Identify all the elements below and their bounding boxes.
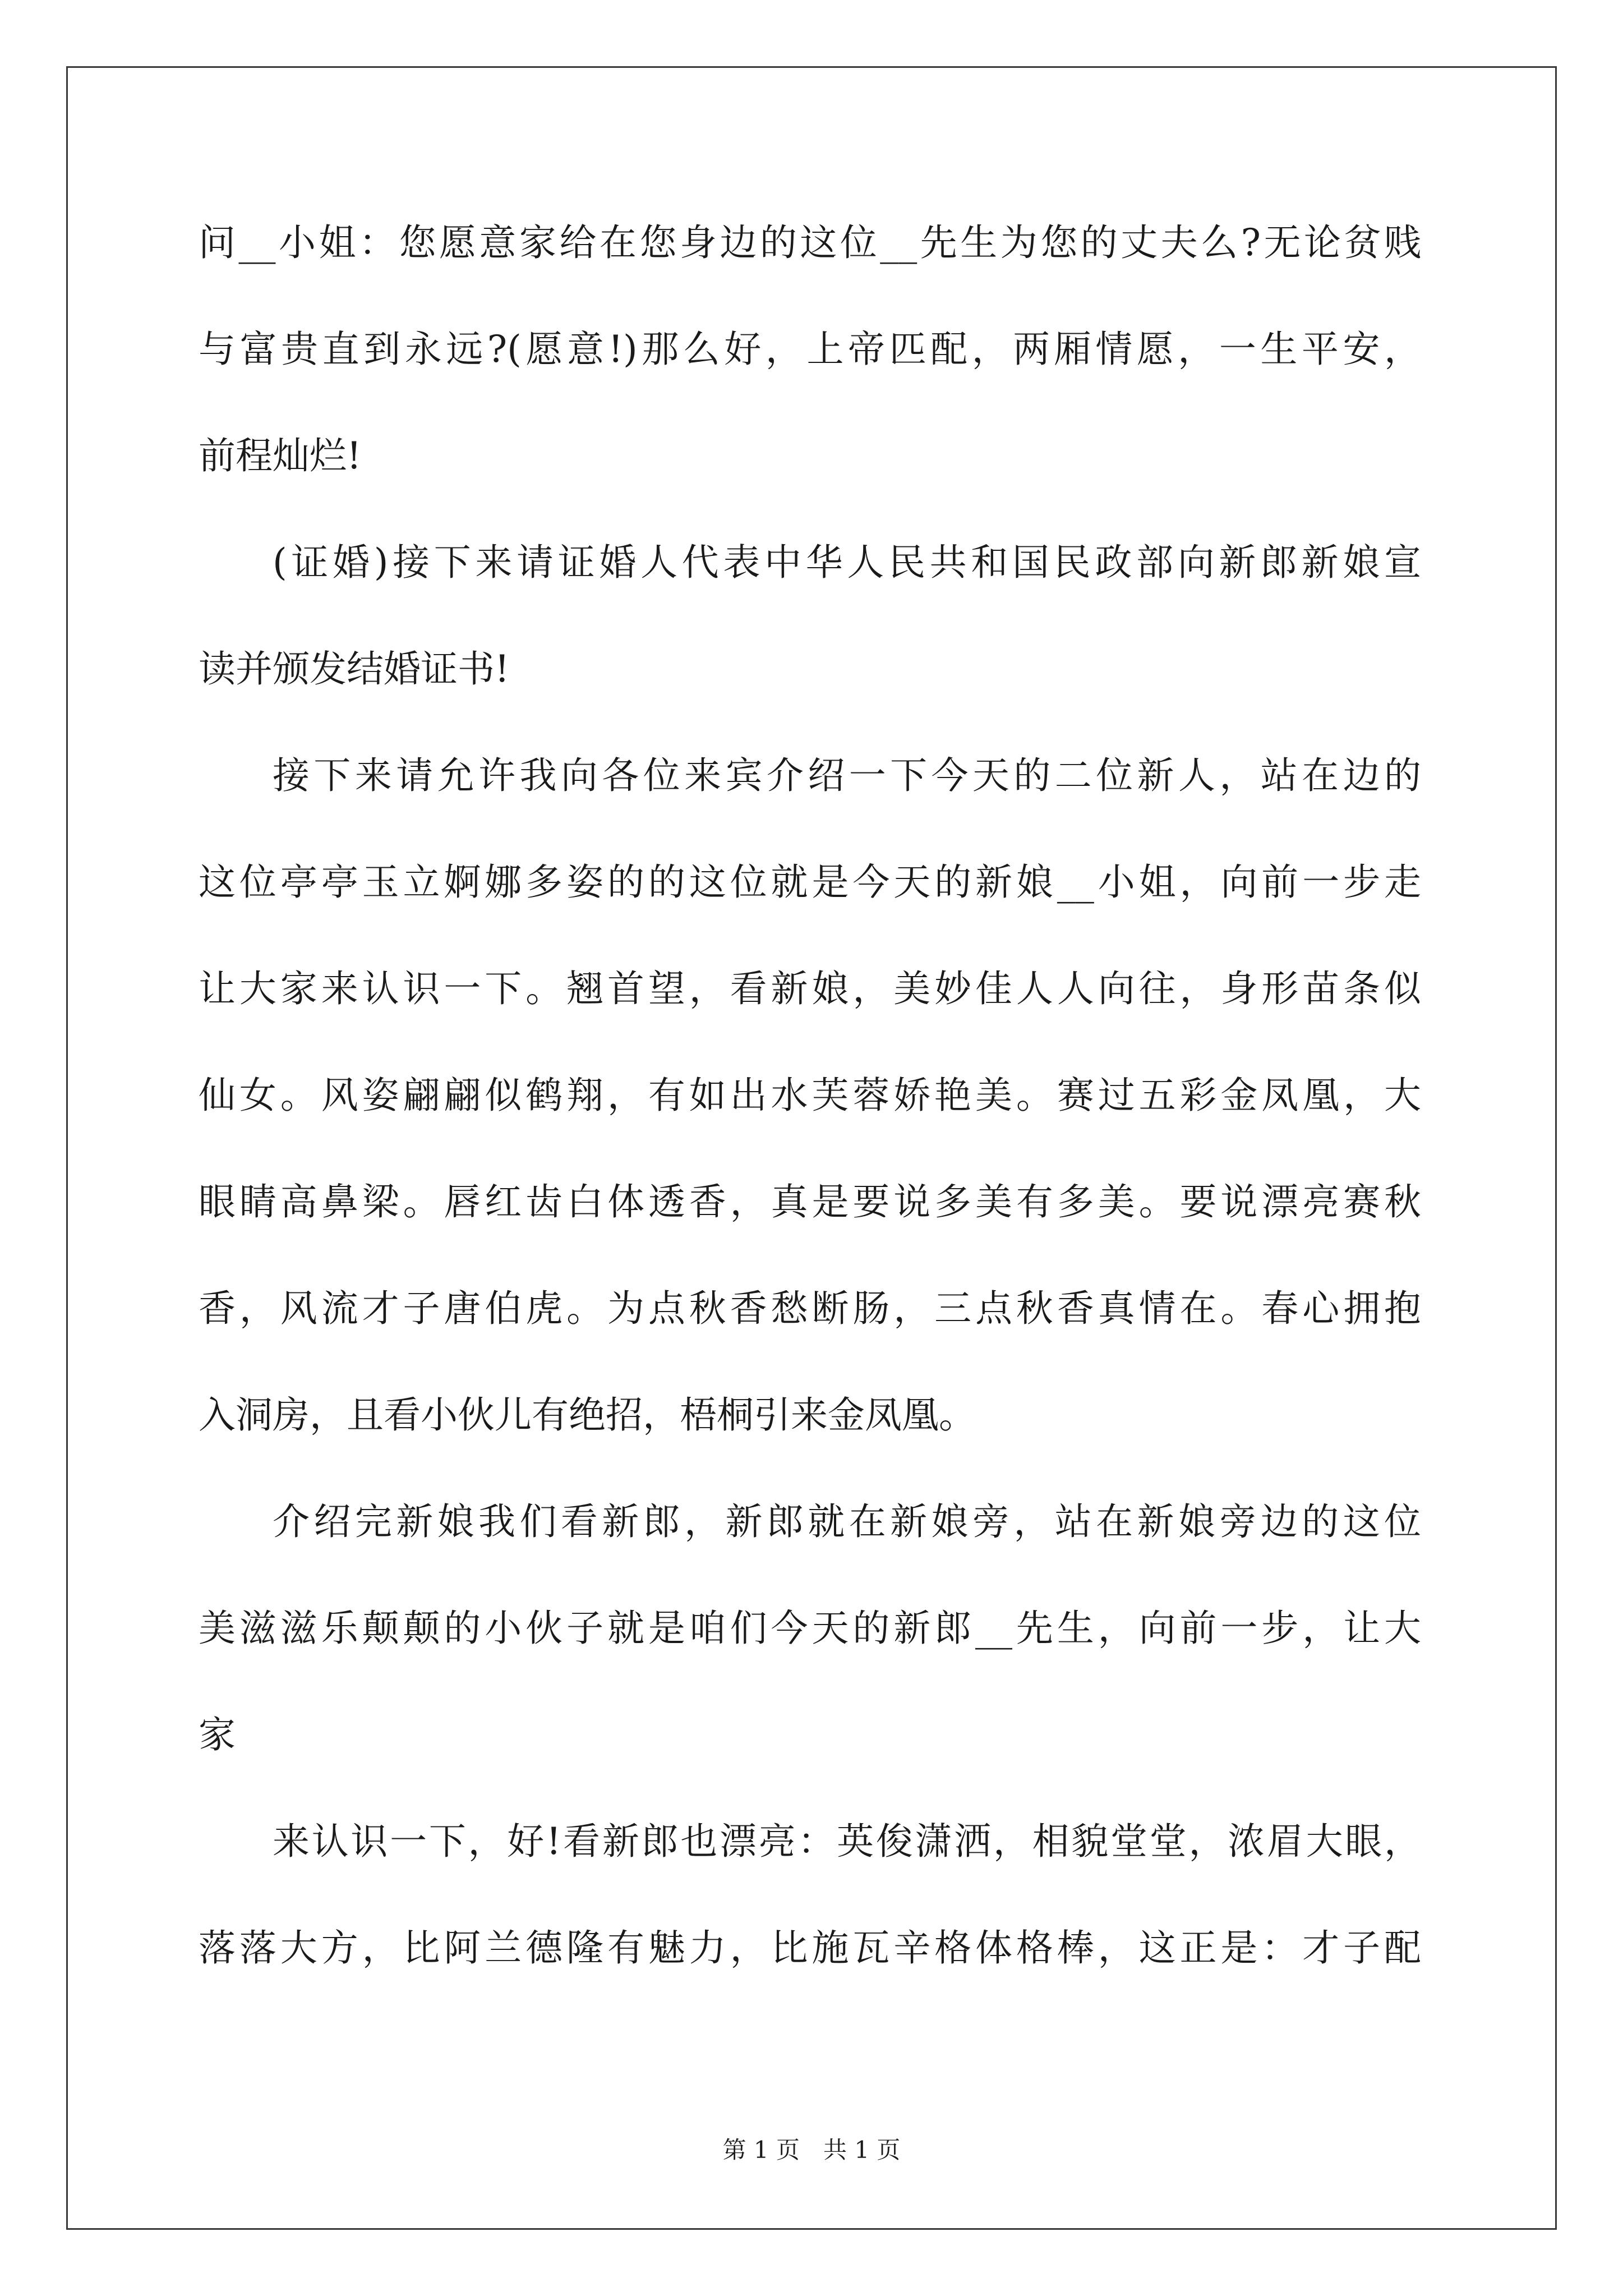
text-line: 让大家来认识一下。翘首望，看新娘，美妙佳人人向往，身形苗条似	[199, 967, 1421, 1010]
text-line: 问__小姐：您愿意家给在您身边的这位__先生为您的丈夫么?无论贫贱	[199, 221, 1421, 264]
document-body	[199, 212, 1421, 2024]
page-footer: 第 1 页 共 1 页	[722, 2136, 901, 2164]
text-line: 与富贵直到永远?(愿意!)那么好，上帝匹配，两厢情愿，一生平安，	[199, 328, 1421, 371]
text-line: 落落大方，比阿兰德隆有魅力，比施瓦辛格体格棒，这正是：才子配	[199, 1926, 1421, 1970]
text-line: 前程灿烂!	[199, 434, 362, 477]
text-line: 美滋滋乐颠颠的小伙子就是咱们今天的新郎__先生，向前一步，让大	[199, 1607, 1421, 1650]
text-line: 入洞房，且看小伙儿有绝招，梧桐引来金凤凰。	[199, 1393, 976, 1437]
paragraph-groom	[199, 1491, 1421, 1811]
text-line: 介绍完新娘我们看新郎，新郎就在新娘旁，站在新娘旁边的这位	[273, 1500, 1421, 1543]
text-line: (证婚)接下来请证婚人代表中华人民共和国民政部向新郎新娘宣	[273, 541, 1421, 584]
text-line: 家	[199, 1713, 236, 1756]
text-line: 这位亭亭玉立婀娜多姿的的这位就是今天的新娘__小姐，向前一步走	[199, 861, 1421, 904]
text-line: 仙女。风姿翩翩似鹤翔，有如出水芙蓉娇艳美。赛过五彩金凤凰，大	[199, 1074, 1421, 1117]
text-line: 读并颁发结婚证书!	[199, 647, 510, 691]
paragraph-bride	[199, 745, 1421, 1491]
paragraph-vows	[199, 212, 1421, 532]
text-line: 接下来请允许我向各位来宾介绍一下今天的二位新人，站在边的	[273, 754, 1421, 797]
text-line: 香，风流才子唐伯虎。为点秋香愁断肠，三点秋香真情在。春心拥抱	[199, 1287, 1421, 1330]
text-line: 来认识一下，好!看新郎也漂亮：英俊潇洒，相貌堂堂，浓眉大眼，	[273, 1820, 1421, 1863]
paragraph-groom-intro	[199, 1811, 1421, 2024]
paragraph-certificate	[199, 532, 1421, 745]
text-line: 眼睛高鼻梁。唇红齿白体透香，真是要说多美有多美。要说漂亮赛秋	[199, 1180, 1421, 1223]
